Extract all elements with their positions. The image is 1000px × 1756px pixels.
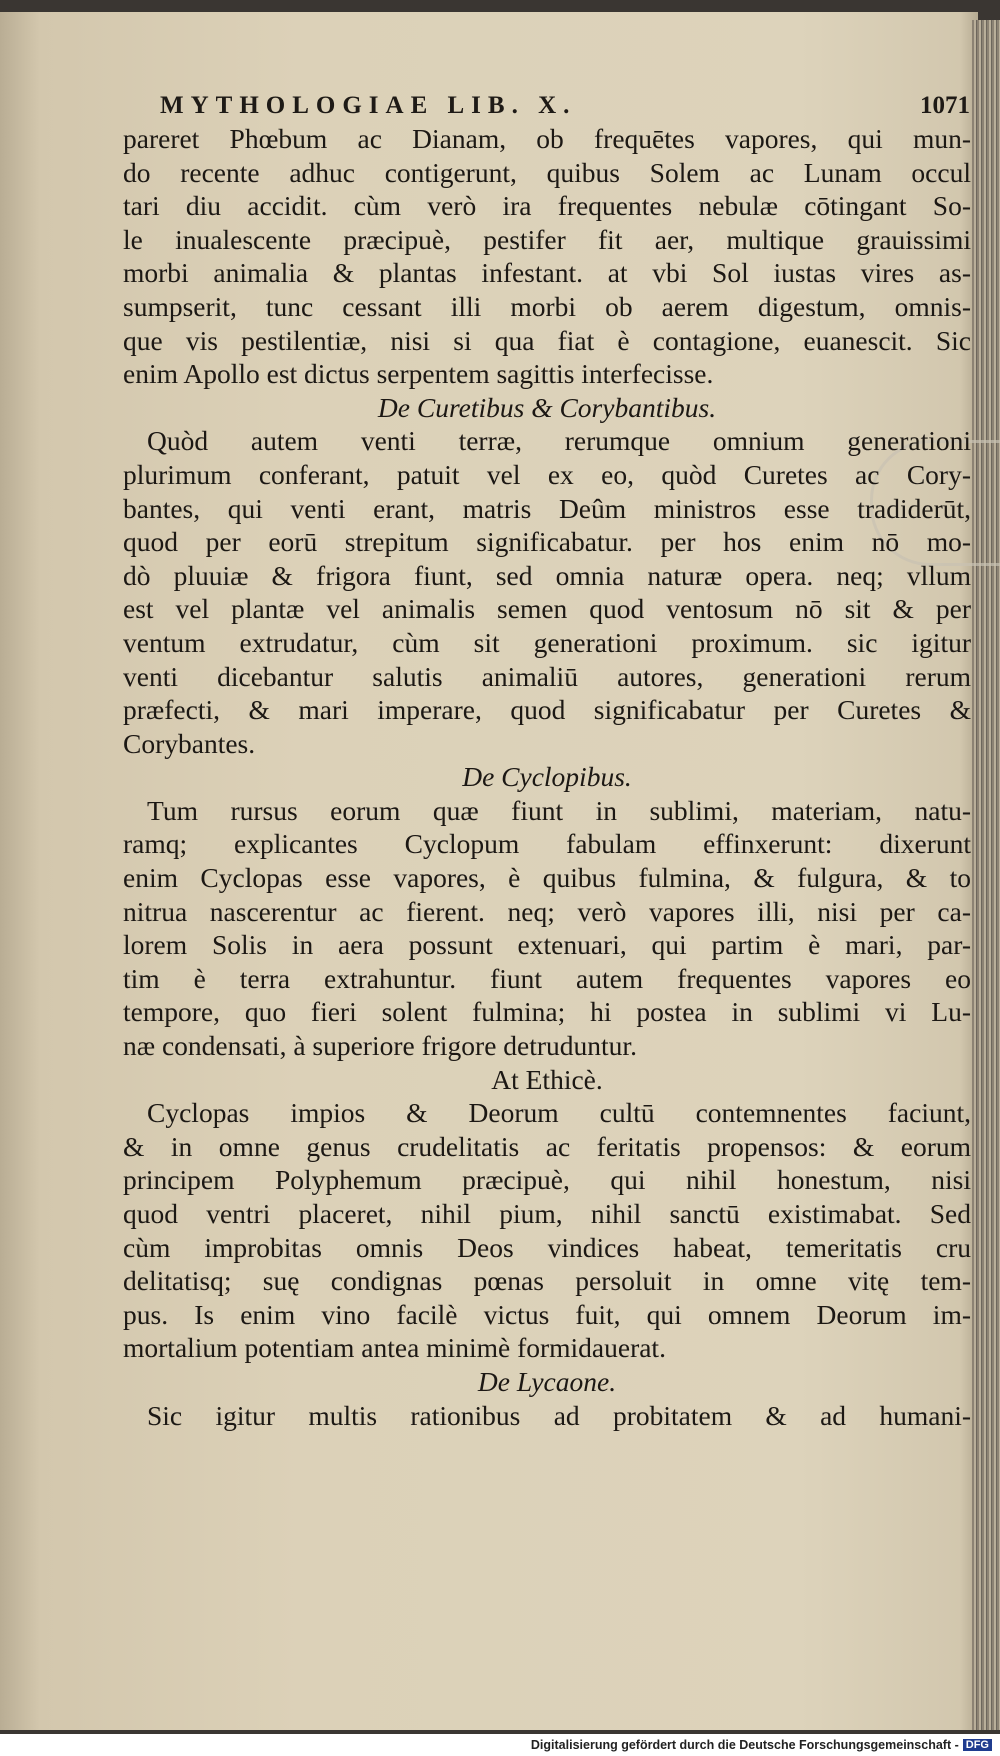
text-line: que vis pestilentiæ, nisi si qua fiat è contagione, euanescit. Sic bbox=[123, 324, 971, 356]
running-title: MYTHOLOGIAE LIB. X. bbox=[160, 92, 577, 119]
running-header bbox=[160, 92, 970, 124]
text-line: Corybantes. bbox=[123, 727, 256, 759]
text-line: est vel plantæ vel animalis semen quod ventosum nō sit & per bbox=[123, 593, 971, 625]
text-line: enim Apollo est dictus serpentem sagittis interfecisse. bbox=[123, 358, 714, 390]
footer-credit bbox=[531, 1738, 992, 1752]
text-line: quod ventri placeret, nihil pium, nihil sanctū existimabat. Sed bbox=[123, 1198, 971, 1229]
page-body bbox=[123, 122, 971, 1432]
section-heading: De Cyclopibus. bbox=[462, 761, 632, 793]
text-line: ramq; explicantes Cyclopum fabulam effinxerunt: dixerunt bbox=[123, 828, 971, 860]
text-line: dò pluuiæ & frigora fiunt, sed omnia naturæ opera. neq; vllum bbox=[123, 559, 971, 591]
section-heading: De Curetibus & Corybantibus. bbox=[377, 391, 717, 423]
text-line: lorem Solis in aera possunt extenuari, qui partim è mari, par- bbox=[123, 929, 971, 961]
text-line: mortalium potentiam antea minimè formidauerat. bbox=[123, 1332, 666, 1364]
text-line: principem Polyphemum præcipuè, qui nihil honestum, nisi bbox=[123, 1164, 971, 1196]
text-line: tim è terra extrahuntur. fiunt autem frequentes vapores eo bbox=[123, 962, 971, 994]
text-line: præfecti, & mari imperare, quod significabatur per Curetes & bbox=[123, 694, 971, 726]
text-line: pareret Phœbum ac Dianam, ob frequētes vapores, qui mun- bbox=[123, 123, 971, 154]
text-line: Tum rursus eorum quæ fiunt in sublimi, materiam, natu- bbox=[147, 794, 971, 826]
text-line: cùm improbitas omnis Deos vindices habeat, temeritatis cru bbox=[123, 1231, 971, 1263]
text-line: Sic igitur multis rationibus ad probitatem & ad humani- bbox=[147, 1399, 971, 1431]
text-line: le inualescente præcipuè, pestifer fit aer, multique grauissimi bbox=[123, 223, 971, 255]
text-line: nitrua nascerentur ac fierent. neq; verò vapores illi, nisi per ca- bbox=[123, 895, 971, 927]
text-line: Cyclopas impios & Deorum cultū contemnentes faciunt, bbox=[147, 1097, 971, 1129]
text-line: tempore, quo fieri solent fulmina; hi postea in sublimi vi Lu- bbox=[123, 996, 971, 1028]
text-line: pus. Is enim vino facilè victus fuit, qui omnem Deorum im- bbox=[123, 1298, 971, 1330]
text-line: enim Cyclopas esse vapores, è quibus fulmina, & fulgura, & to bbox=[123, 862, 971, 894]
text-line: venti dicebantur salutis animaliū autores, generationi rerum bbox=[123, 660, 971, 692]
text-line: do recente adhuc contigerunt, quibus Solem ac Lunam occul bbox=[123, 156, 971, 188]
text-line: tari diu accidit. cùm verò ira frequentes nebulæ cōtingant So- bbox=[123, 190, 971, 222]
page-number: 1071 bbox=[920, 92, 970, 119]
dfg-logo: DFG bbox=[963, 1739, 992, 1751]
text-line: delitatisq; suę condignas pœnas persoluit in omne vitę tem- bbox=[123, 1265, 971, 1297]
text-line: & in omne genus crudelitatis ac feritatis propensos: & eorum bbox=[123, 1130, 971, 1162]
text-line: sumpserit, tunc cessant illi morbi ob aerem digestum, omnis- bbox=[123, 290, 971, 322]
footer-credit-text: Digitalisierung gefördert durch die Deutsche Forschungsgemeinschaft - bbox=[530, 1738, 959, 1752]
text-line: quod per eorū strepitum significabatur. per hos enim nō mo- bbox=[123, 526, 971, 558]
text-line: Quòd autem venti terræ, rerumque omnium generationi bbox=[147, 425, 971, 457]
text-line: plurimum conferant, patuit vel ex eo, quòd Curetes ac Cory- bbox=[123, 458, 971, 490]
page-stack-edge bbox=[972, 20, 1000, 1730]
text-line: bantes, qui venti erant, matris Deûm ministros esse tradiderūt, bbox=[123, 492, 971, 524]
text-line: morbi animalia & plantas infestant. at vbi Sol iustas vires as- bbox=[123, 257, 971, 289]
section-heading: De Lycaone. bbox=[477, 1365, 617, 1397]
text-line: ventum extrudatur, cùm sit generationi proximum. sic igitur bbox=[123, 626, 971, 658]
text-line: næ condensati, à superiore frigore detruduntur. bbox=[123, 1030, 637, 1062]
section-heading: At Ethicè. bbox=[491, 1063, 603, 1095]
